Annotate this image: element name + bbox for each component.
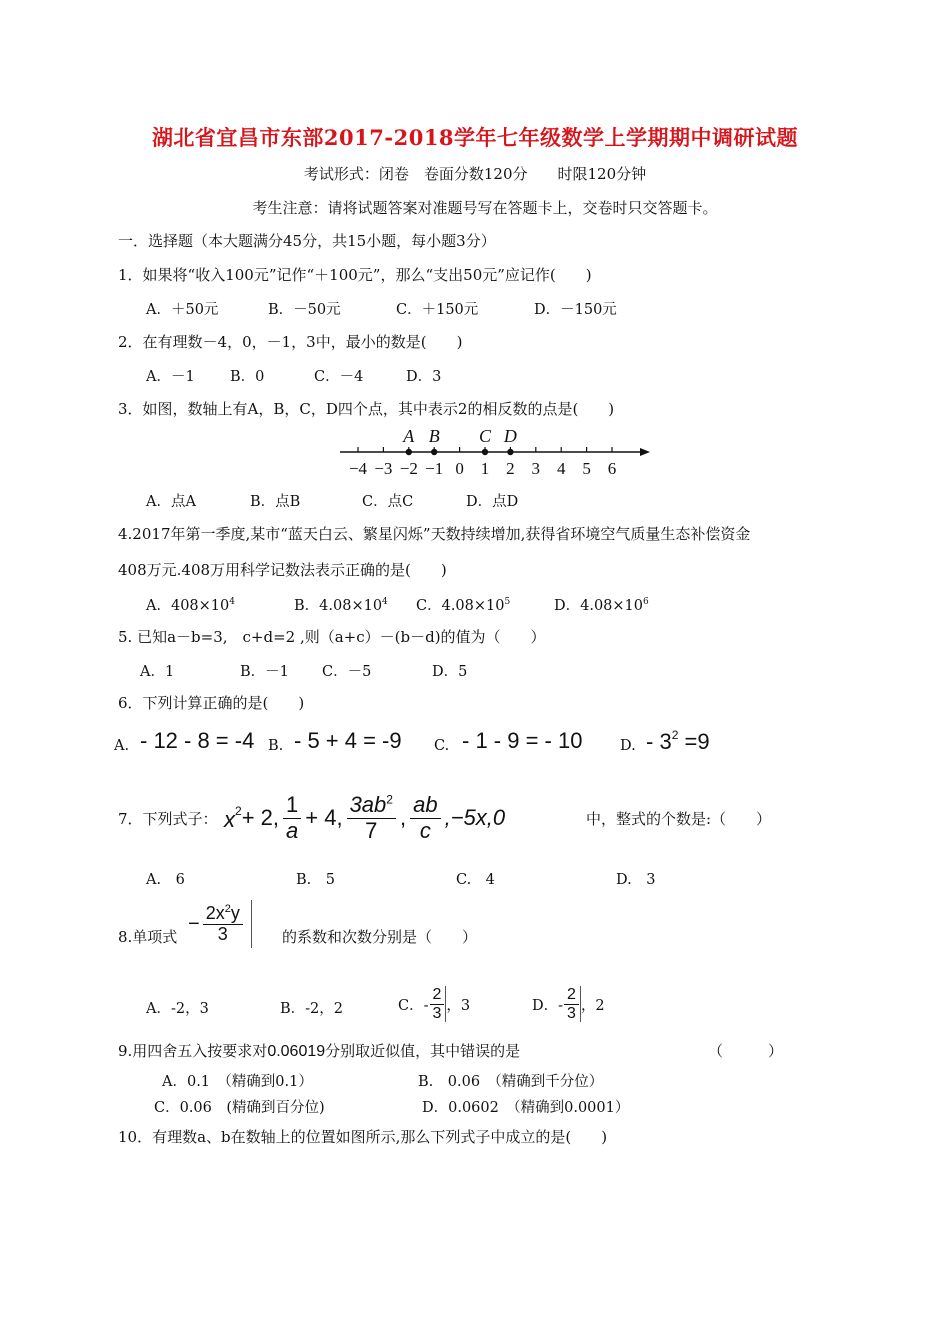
- question-5-option-a: A．1: [140, 664, 175, 680]
- question-4-stem-line1: 4.2017年第一季度,某市“蓝天白云、繁星闪烁”天数持续增加,获得省环境空气质量生态补偿资金: [118, 525, 751, 543]
- monomial-expression: − $\frac{2x^2y}{3}$: [188, 900, 252, 948]
- question-7-expressions: $x^2$ + 2, $\frac{1}{a}$ + 4, $\frac{3ab^2}{7}$ , $\frac{ab}{c}$ ,−5x,0: [224, 792, 506, 843]
- tick-label: 6: [607, 459, 617, 478]
- point-label-d: D: [503, 426, 517, 446]
- tick-label: 5: [582, 459, 591, 478]
- question-8-option-d: D．- $\frac{2}{3}$ ，2: [532, 985, 605, 1022]
- expr-x-squared: $x^2$: [224, 803, 242, 832]
- question-3-stem: 3．如图，数轴上有A，B，C，D四个点，其中表示2的相反数的点是( ): [118, 400, 615, 418]
- question-8-option-b: B．-2，2: [280, 1001, 344, 1017]
- question-4-option-c: C．$4.08\times 10^5$: [416, 597, 511, 614]
- question-1-option-a: A．＋50元: [146, 302, 219, 318]
- question-8-suffix: 的系数和次数分别是（ ）: [282, 928, 478, 946]
- question-5-option-b: B．－1: [240, 664, 289, 680]
- question-2-option-d: D．3: [406, 369, 442, 385]
- axis-arrow-icon: [640, 448, 650, 456]
- question-6-option-c-letter: C.: [434, 738, 450, 754]
- question-8-prefix: 8.单项式: [118, 928, 178, 946]
- question-5-stem: 5. 已知a－b=3, c+d=2 ,则（a+c）－(b－d)的值为（ ）: [118, 628, 546, 646]
- section-heading: 一．选择题（本大题满分45分，共15小题，每小题3分）: [118, 232, 496, 250]
- question-6-option-d-expr: - $3^2 =9$: [646, 728, 710, 754]
- tick-label: −1: [425, 459, 444, 478]
- question-1-option-b: B．－50元: [268, 302, 341, 318]
- tick-label: 1: [480, 459, 490, 478]
- tick-label: −3: [374, 459, 393, 478]
- tick-label: −4: [348, 459, 368, 478]
- question-7-option-b: B. 5: [296, 872, 335, 888]
- question-2-option-c: C．－4: [314, 369, 364, 385]
- question-7-suffix: 中，整式的个数是:（ ）: [586, 810, 772, 828]
- question-10-stem: 10．有理数a、b在数轴上的位置如图所示,那么下列式子中成立的是( ): [118, 1128, 608, 1146]
- question-9-answer-paren: （ ）: [708, 1042, 784, 1060]
- question-1-stem: 1．如果将“收入100元”记作“＋100元”，那么“支出50元”应记作( ): [118, 266, 592, 284]
- question-4-stem-line2: 408万元.408万用科学记数法表示正确的是( ): [118, 561, 447, 579]
- question-3-option-c: C．点C: [362, 494, 414, 510]
- question-1-option-d: D．－150元: [534, 302, 617, 318]
- question-7-option-a: A. 6: [146, 872, 185, 888]
- question-1-option-c: C．＋150元: [396, 302, 479, 318]
- question-3-option-a: A．点A: [146, 494, 196, 510]
- expr-plus-2: + 2,: [241, 805, 279, 830]
- question-3-option-d: D．点D: [466, 494, 519, 510]
- question-2-stem: 2．在有理数－4，0，－1，3中，最小的数是( ): [118, 333, 463, 351]
- question-8-option-a: A．-2，3: [146, 1001, 209, 1017]
- tick-label: 4: [556, 459, 566, 478]
- point-d: [507, 449, 513, 455]
- fraction-ab-over-c: $\frac{ab}{c}$: [410, 793, 440, 842]
- question-6-option-d-letter: D.: [620, 738, 636, 754]
- point-c: [482, 449, 488, 455]
- fraction-1-over-a: $\frac{1}{a}$: [283, 793, 301, 842]
- question-6-stem: 6．下列计算正确的是( ): [118, 694, 305, 712]
- question-9-option-c: C．0.06 (精确到百分位): [154, 1100, 325, 1116]
- question-6-option-a-letter: A.: [114, 738, 130, 754]
- point-label-b: B: [428, 426, 440, 446]
- point-a: [406, 449, 412, 455]
- question-5-option-c: C．－5: [322, 664, 372, 680]
- question-2-option-a: A．－1: [146, 369, 195, 385]
- tick-label: 0: [455, 459, 464, 478]
- question-9-option-d: D．0.0602 （精确到0.0001）: [422, 1100, 630, 1116]
- tick-label: 2: [506, 459, 515, 478]
- question-9-option-b: B. 0.06 （精确到千分位）: [418, 1074, 604, 1090]
- point-label-c: C: [478, 426, 492, 446]
- point-b: [431, 449, 437, 455]
- question-8-option-c: C．- $\frac{2}{3}$ ，3: [398, 985, 471, 1022]
- tick-label: 3: [531, 459, 541, 478]
- question-9-stem: 9.用四舍五入按要求对0.06019分别取近似值，其中错误的是: [118, 1042, 521, 1060]
- number-line-figure: [330, 420, 660, 484]
- question-5-option-d: D．5: [432, 664, 468, 680]
- question-7-option-c: C. 4: [456, 872, 495, 888]
- question-4-option-d: D．$4.08\times 10^6$: [554, 597, 649, 614]
- exam-notice: 考生注意：请将试题答案对准题号写在答题卡上，交卷时只交答题卡。: [252, 199, 718, 217]
- question-9-option-a: A．0.1 （精确到0.1）: [162, 1074, 313, 1090]
- question-7-prefix: 7．下列式子：: [118, 810, 218, 828]
- question-3-option-b: B．点B: [250, 494, 301, 510]
- expr-plus-4: + 4,: [305, 805, 343, 830]
- question-4-option-b: B．$4.08\times 10^4$: [294, 597, 388, 614]
- page-title: 湖北省宜昌市东部2017-2018学年七年级数学上学期期中调研试题: [151, 125, 799, 150]
- question-6-option-b-expr: - 5 + 4 = -9: [294, 728, 402, 753]
- question-4-option-a: A．$408\times 10^4$: [146, 597, 235, 614]
- exam-info: 考试形式：闭卷 卷面分数120分 时限120分钟: [303, 165, 647, 183]
- point-label-a: A: [403, 426, 415, 446]
- tick-label: −2: [399, 459, 418, 478]
- fraction-3ab2-over-7: $\frac{3ab^2}{7}$: [347, 793, 396, 842]
- expr-neg-5x-0: ,−5x,0: [444, 805, 506, 830]
- question-7-option-d: D. 3: [616, 872, 656, 888]
- question-6-option-c-expr: - 1 - 9 = - 10: [462, 728, 583, 753]
- question-6-option-a-expr: - 12 - 8 = -4: [140, 728, 255, 753]
- question-2-option-b: B．0: [230, 369, 265, 385]
- question-6-option-b-letter: B.: [268, 738, 284, 754]
